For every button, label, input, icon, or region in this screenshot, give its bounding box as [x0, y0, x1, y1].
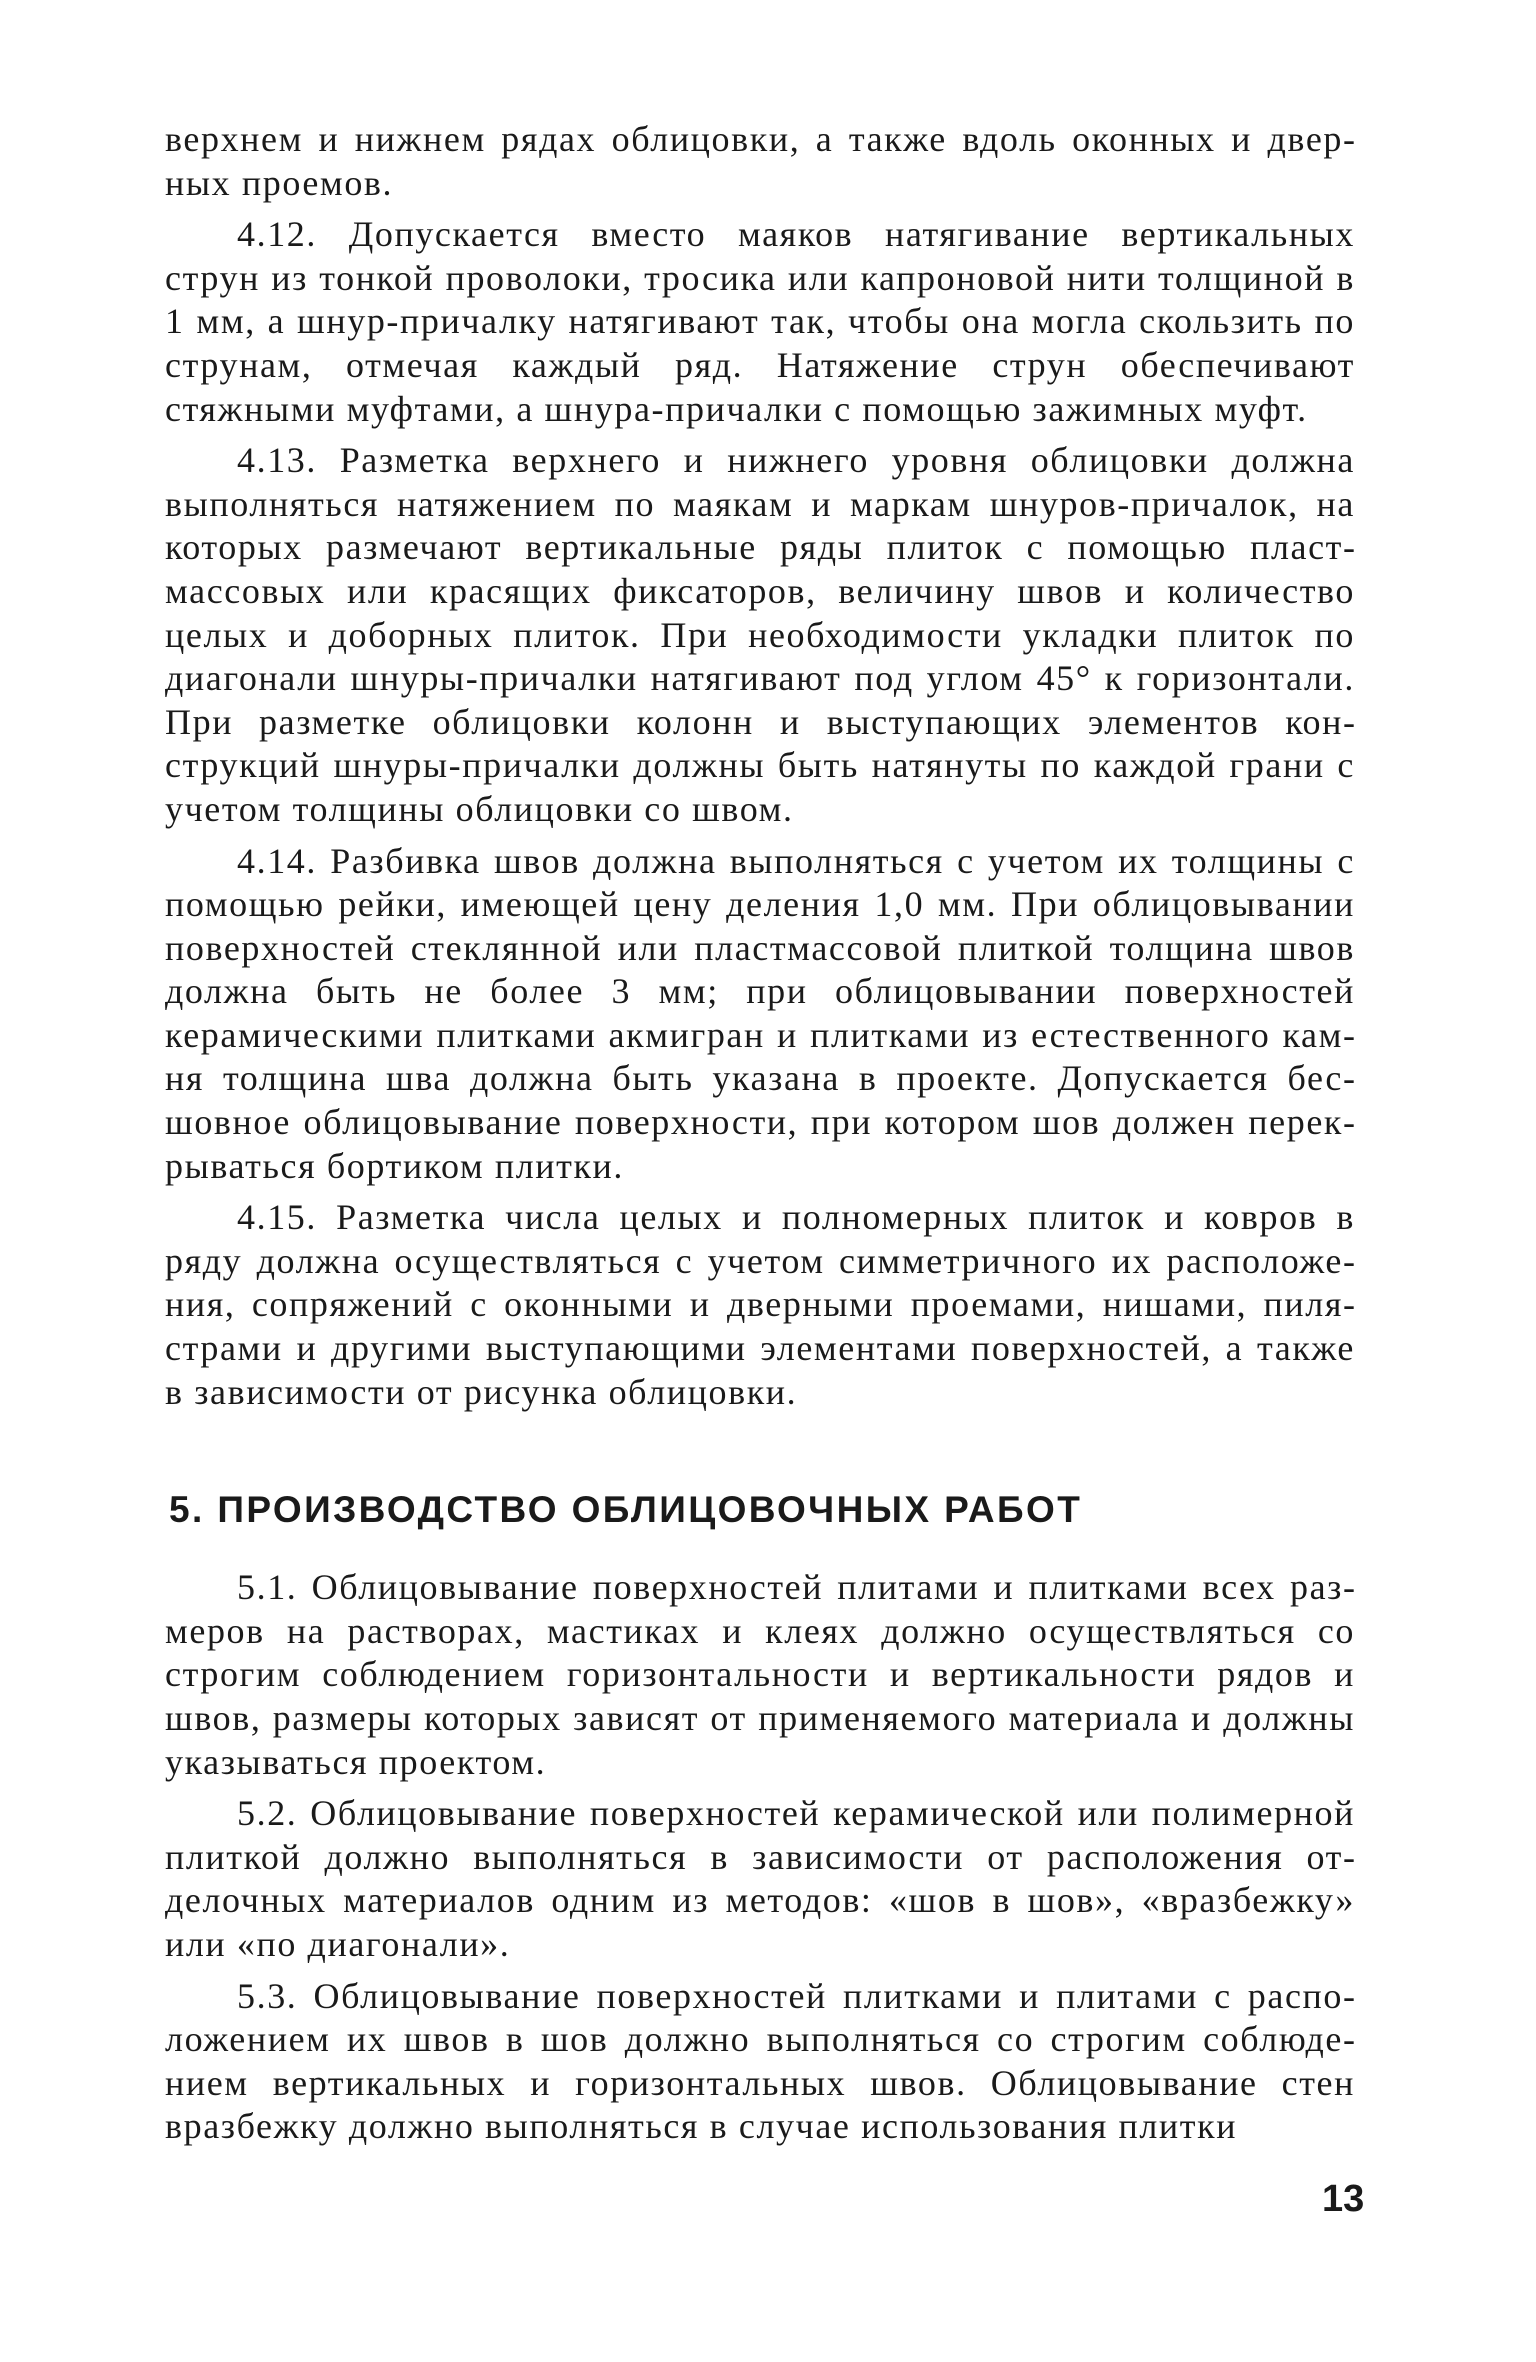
section-heading: 5. ПРОИЗВОДСТВО ОБЛИЦОВОЧНЫХ РАБОТ [169, 1489, 1083, 1531]
paragraph-4-14 [165, 840, 1355, 1189]
paragraph-4-15 [165, 1196, 1355, 1414]
paragraph-text: Облицовывание поверхностей керамической или полимерной плиткой должно выполняться в зависимости от расположения отделочных материалов одним из методов: «шов в шов», «вразбежку» или «по диагонали». [165, 1793, 1355, 1964]
intro-paragraph: верхнем и нижнем рядах облицовки, а также вдоль оконных и дверных проемов. [165, 119, 1355, 203]
paragraph-4-13 [165, 439, 1355, 831]
paragraph-5-1 [165, 1566, 1355, 1784]
paragraph-5-3 [165, 1975, 1355, 2149]
paragraph-number: 4.12. [237, 214, 317, 255]
paragraph-number: 4.15. [237, 1197, 317, 1238]
paragraph-text: Допускается вместо маяков натягивание вертикальных струн из тонкой проволоки, тросика или капроновой нити толщиной в 1 мм, а шнур-причалку натягивают так, чтобы она могла скользить по струнам, отмечая каждый ряд. Натяжение струн обеспечивают стяжными муфтами, а шнура-причалки с помощью зажимных муфт. [165, 214, 1355, 429]
paragraph-text: Разметка верхнего и нижнего уровня облицовки должна выполняться натяжением по маякам и маркам шнуров-причалок, на которых размечают вертикальные ряды плиток с помощью пластмассовых или красящих фиксаторов, величину швов и количество целых и доборных плиток. При необходимости укладки плиток по диагонали шнуры-причалки натягивают под углом 45° к горизонтали. При разметке облицовки колонн и выступающих элементов конструкций шнуры-причалки должны быть натянуты по каждой грани с учетом толщины облицовки со швом. [165, 440, 1355, 829]
page-number: 13 [1322, 2178, 1365, 2220]
paragraph-text: Облицовывание поверхностей плитками и плитами с расположением их швов в шов должно выполняться со строгим соблюдением вертикальных и горизонтальных швов. Облицовывание стен вразбежку должно выполняться в случае использования плитки [165, 1975, 1355, 2147]
paragraph-5-2 [165, 1792, 1355, 1966]
paragraph-4-12 [165, 213, 1355, 431]
paragraph-number: 5.2. [237, 1793, 298, 1834]
paragraph-number: 4.14. [237, 840, 317, 881]
paragraph-text: Разбивка швов должна выполняться с учетом их толщины с помощью рейки, имеющей цену деления 1,0 мм. При облицовывании поверхностей стеклянной или пластмассовой плиткой толщина швов должна быть не более 3 мм; при облицовывании поверхностей керамическими плитками акмигран и плитками из естественного камня толщина шва должна быть указана в проекте. Допускается бесшовное облицовывание поверхности, при котором шов должен перекрываться бортиком плитки. [165, 840, 1355, 1186]
document-page [165, 118, 1355, 2149]
paragraph-number: 4.13. [237, 440, 317, 481]
paragraph-text: Облицовывание поверхностей плитами и плитками всех размеров на растворах, мастиках и клеях должно осуществляться со строгим соблюдением горизонтальности и вертикальности рядов и швов, размеры которых зависят от применяемого материала и должны указываться проектом. [165, 1567, 1355, 1782]
paragraph-number: 5.1. [237, 1567, 298, 1608]
paragraph-number: 5.3. [237, 1975, 298, 2016]
paragraph-text: Разметка числа целых и полномерных плиток и ковров в ряду должна осуществляться с учетом симметричного их расположения, сопряжений с оконными и дверными проемами, нишами, пилястрами и другими выступающими элементами поверхностей, а также в зависимости от рисунка облицовки. [165, 1197, 1355, 1412]
